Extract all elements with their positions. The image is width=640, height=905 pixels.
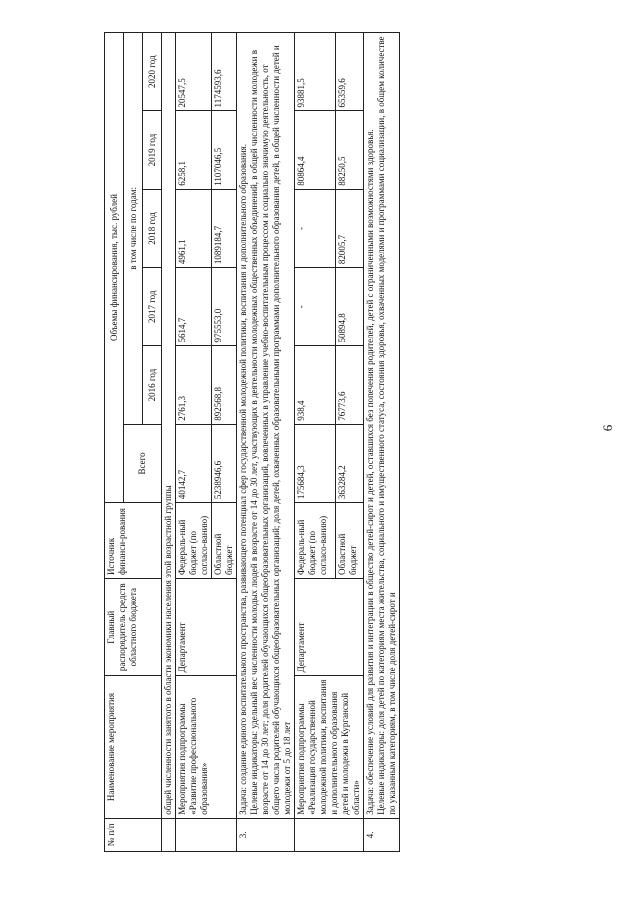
rotated-table-container [104,32,574,852]
block2-regional-2017: 975553,0 [212,268,237,346]
header-year-2019: 2019 год [143,111,162,189]
header-year-2020: 2020 год [143,33,162,111]
block3-num-empty [295,818,364,851]
block2-federal-2020: 20547,5 [176,33,212,111]
block2-manager: Департамент [176,579,237,676]
block3-regional-total: 363284,2 [335,424,363,502]
block3-source-regional: Областной бюджет [335,503,363,579]
block3-source-federal: Федераль-ный бюджет (по согласо-ванию) [295,503,336,579]
block2-federal-2019: 6258,1 [176,111,212,189]
page-number: 6 [600,424,615,432]
header-year-2018: 2018 год [143,189,162,267]
block2-regional-total: 5238946,6 [212,424,237,502]
header-total: Всего [124,424,162,502]
header-num: № п/п [105,818,162,851]
block2-federal-2017: 5614,7 [176,268,212,346]
header-name: Наименование мероприятия [105,676,162,818]
block3-regional-2018: 82005,7 [335,189,363,267]
block2-source-regional: Областной бюджет [212,503,237,579]
block3-activity: Мероприятия подпрограммы «Реализация государственной молодежной политики, воспитания и дополнительного образования детей и молодежи в Курганской области» [295,676,364,818]
block2-regional-2018: 1089184,7 [212,189,237,267]
header-manager: Главный распорядитель средств областного бюджета [105,579,162,676]
block2-activity: Мероприятия подпрограммы «Развитие профессионального образования» [176,676,237,818]
block4-indicators: Целевые индикаторы: доля детей по категориям места жительства, социального и имущественного статуса, состояния здоровья, охваченных моделями и программами социализации, в общем количестве по указанным категориям, в том числе доля детей-сирот и [376,36,397,815]
block3-federal-total: 175684,3 [295,424,336,502]
financing-table [104,32,400,852]
header-volume: Объемы финансирования, тыс. рублей [105,33,124,503]
block3-regional-2017: 50894,8 [335,268,363,346]
block3-indicators: Целевые индикаторы: удельный вес численности молодых людей в возрасте от 14 до 30 лет, участвующих в деятельности молодежных общественных объединений, в общей численности молодежи в возрасте от 14 до 30 лет; доля родителей обучающихся общеобразовательных организаций, вовлеченных в управление учебно-воспитательным процессом и социально значимую деятельность, от общего числа родителей обучающихся общеобразовательных организаций; доля детей, охваченных образовательными программами дополнительного образования детей, в общей численности детей и молодежи от 5 до 18 лет [249,45,292,815]
block4-task-cell [364,33,400,819]
block2-federal-total: 40142,7 [176,424,212,502]
block3-task-cell [237,33,295,819]
block3-num: 3. [237,818,295,851]
block4-task: Задача: обеспечение условий для развития и интеграции в общество детей-сирот и детей, оставшихся без попечения родителей, детей с ограниченными возможностями здоровья. [365,129,375,815]
block3-federal-2018: - [295,189,336,267]
block3-task: Задача: создание единого воспитательного пространства, развивающего потенциал сфер государственной молодежной политики, воспитания и дополнительного образования. [238,143,248,815]
continuation-text: общей численности занятого в области экономики населения этой возрастной группы [162,33,176,819]
block2-regional-2020: 1174593,6 [212,33,237,111]
block2-federal-2016: 2761,3 [176,346,212,424]
header-year-2017: 2017 год [143,268,162,346]
block3-regional-2019: 88250,5 [335,111,363,189]
header-year-2016: 2016 год [143,346,162,424]
block3-manager: Департамент [295,579,364,676]
block3-federal-2019: 80864,4 [295,111,336,189]
header-source: Источник финанси-рования [105,503,162,579]
block3-regional-2020: 65359,6 [335,33,363,111]
continuation-num [162,818,176,851]
block3-regional-2016: 76773,6 [335,346,363,424]
block2-num [176,818,237,851]
block2-federal-2018: 4961,1 [176,189,212,267]
block3-federal-2017: - [295,268,336,346]
block4-num: 4. [364,818,400,851]
block3-federal-2016: 938,4 [295,346,336,424]
header-by-years: в том числе по годам: [124,33,143,425]
block3-federal-2020: 93881,5 [295,33,336,111]
block2-source-federal: Федераль-ный бюджет (по согласо-ванию) [176,503,212,579]
block2-regional-2019: 1107046,5 [212,111,237,189]
block2-regional-2016: 892568,8 [212,346,237,424]
